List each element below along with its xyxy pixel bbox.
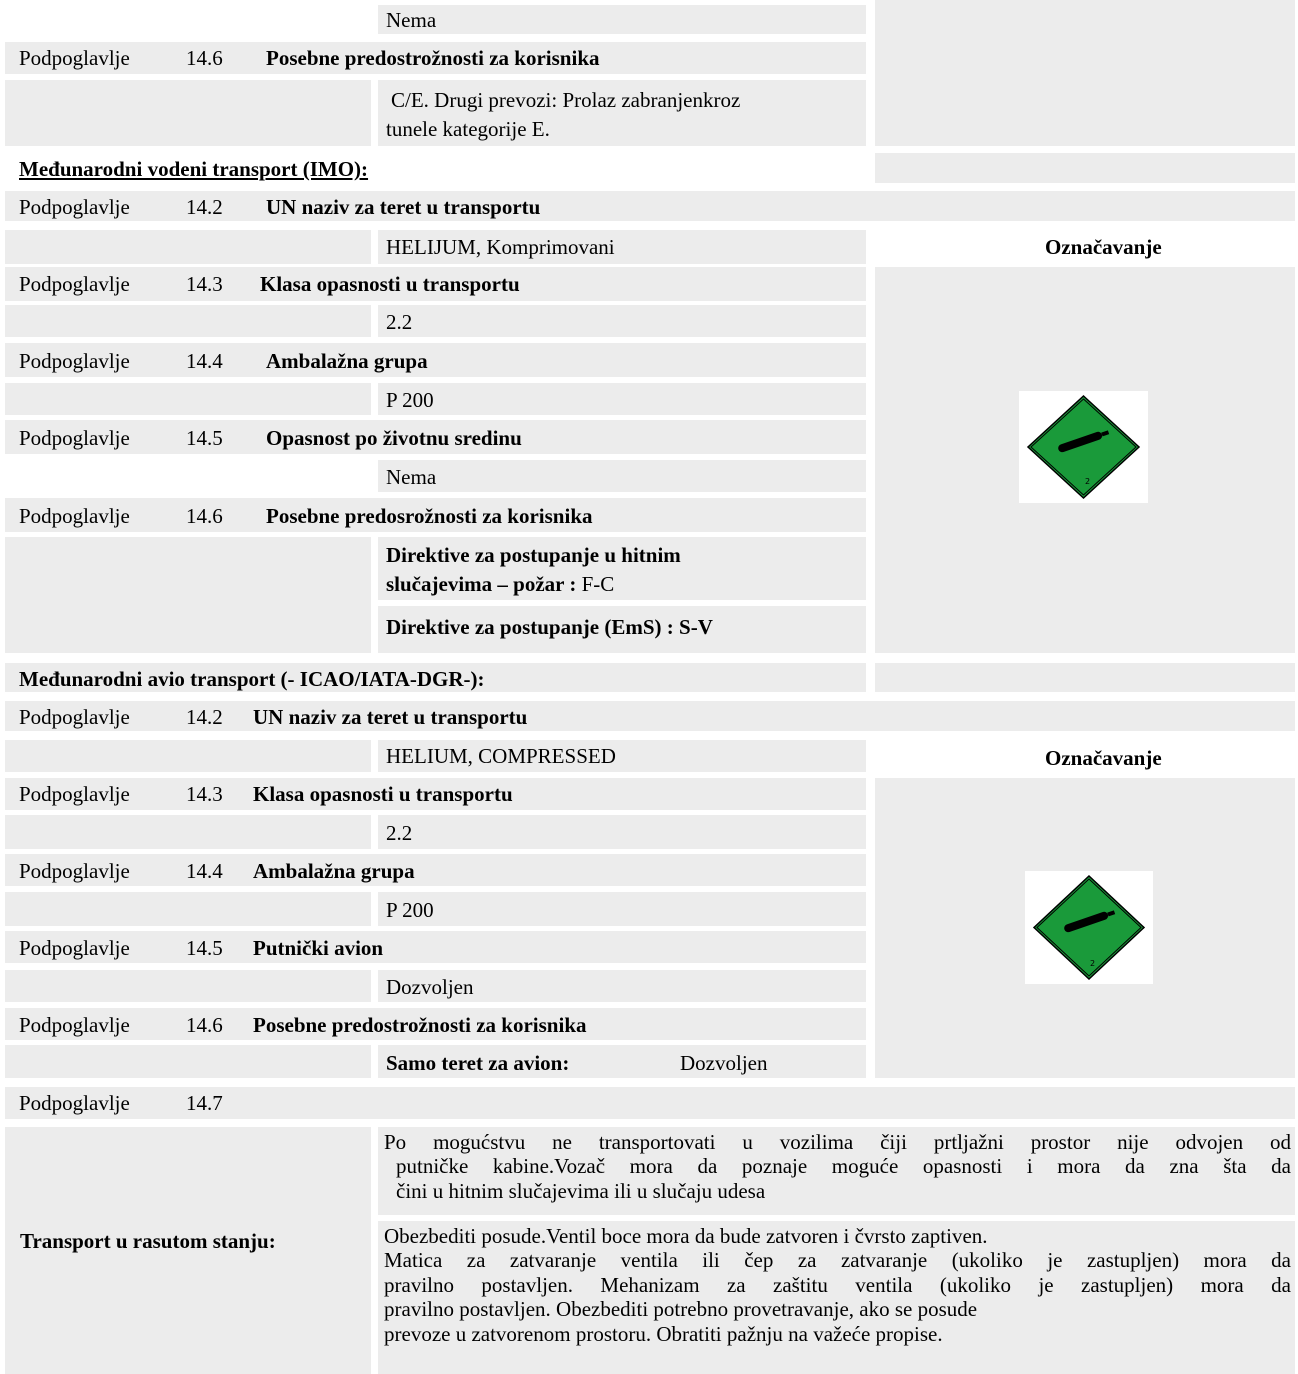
cell-bg — [378, 383, 866, 415]
air-marking-label: Označavanje — [1045, 746, 1162, 770]
air-row-143-value: 2.2 — [386, 821, 413, 845]
air-row-145-title: Putnički avion — [253, 936, 384, 960]
hazard-class-2-icon — [1019, 391, 1148, 503]
imo-row-145-title: Opasnost po životnu sredinu — [266, 426, 522, 450]
imo-row-142-num: 14.2 — [186, 195, 223, 219]
bulk-para2-line: Matica za zatvaranje ventila ili čep za zatvaranje (ukoliko je zastupljen) mora da — [384, 1248, 1291, 1273]
bulk-para1-line: putničke kabine.Vozač mora da poznaje moguće opasnosti i mora da zna šta da — [396, 1154, 1291, 1179]
air-row-142-title: UN naziv za teret u transportu — [253, 705, 528, 729]
cell-bg — [378, 305, 866, 337]
imo-heading: Međunarodni vodeni transport (IMO): — [19, 157, 369, 181]
cell-bg — [5, 854, 866, 886]
air-row-144-num: 14.4 — [186, 859, 223, 883]
air-row-142-value: HELIUM, COMPRESSED — [386, 744, 616, 768]
imo-row-142-title: UN naziv za teret u transportu — [266, 195, 541, 219]
air-row-144-label: Podpoglavlje — [19, 859, 130, 883]
cell-bg — [378, 460, 866, 492]
imo-row-142-label: Podpoglavlje — [19, 195, 130, 219]
bulk-para2-line: Obezbediti posude.Ventil boce mora da bude zatvoren i čvrsto zaptiven. — [384, 1224, 988, 1248]
prev-value: Nema — [386, 8, 437, 32]
air-heading: Međunarodni avio transport (- ICAO/IATA-DGR-): — [19, 667, 485, 691]
imo-fire-directive-label: slučajevima – požar : — [386, 572, 577, 596]
cell-bg — [378, 815, 866, 849]
air-row-144-title: Ambalažna grupa — [253, 859, 415, 883]
air-row-146-num: 14.6 — [186, 1013, 223, 1037]
air-row-143-num: 14.3 — [186, 782, 223, 806]
air-hazard-sign — [1025, 871, 1153, 984]
cell-bg — [5, 970, 371, 1002]
cell-bg — [5, 815, 371, 849]
imo-row-145-value: Nema — [386, 465, 437, 489]
cell-bg — [5, 80, 371, 146]
hazard-class-2-icon — [1025, 871, 1153, 984]
row-147-num: 14.7 — [186, 1091, 223, 1115]
imo-hazard-sign — [1019, 391, 1148, 503]
cell-bg — [5, 383, 371, 415]
imo-row-143-value: 2.2 — [386, 310, 413, 334]
cell-bg — [5, 305, 371, 337]
row-146-value-line1: C/E. Drugi prevozi: Prolaz zabranjenkroz — [391, 88, 741, 112]
cell-bg — [5, 537, 371, 653]
cell-bg — [5, 740, 371, 772]
row-146-label: Podpoglavlje — [19, 46, 130, 70]
row-146-title: Posebne predostrožnosti za korisnika — [266, 46, 600, 70]
air-sign-number: 2 — [1090, 959, 1096, 968]
row-146-num: 14.6 — [186, 46, 223, 70]
bulk-paragraph-1 — [384, 1130, 1291, 1203]
bulk-para2-line: pravilno postavljen. Mehanizam za zaštitu ventila (ukoliko je zastupljen) mora da — [384, 1272, 1291, 1297]
air-row-145-value: Dozvoljen — [386, 975, 474, 999]
air-row-145-num: 14.5 — [186, 936, 223, 960]
cell-bg — [875, 663, 1295, 692]
imo-sign-number: 2 — [1085, 477, 1091, 486]
air-cargo-only-value: Dozvoljen — [680, 1051, 768, 1075]
air-row-146-label: Podpoglavlje — [19, 1013, 130, 1037]
imo-row-142-value: HELIJUM, Komprimovani — [386, 235, 615, 259]
imo-marking-label: Označavanje — [1045, 235, 1162, 259]
air-row-145-label: Podpoglavlje — [19, 936, 130, 960]
air-row-142-num: 14.2 — [186, 705, 223, 729]
cell-bg — [5, 931, 866, 963]
bulk-heading: Transport u rasutom stanju: — [20, 1229, 276, 1253]
row-146-value-line2: tunele kategorije E. — [386, 117, 550, 141]
bulk-para1-line: Po mogućstvu ne transportovati u vozilima čiji prtljažni prostor nije odvojen od — [384, 1130, 1291, 1154]
imo-row-144-value: P 200 — [386, 388, 434, 412]
bulk-para2-line: pravilno postavljen. Obezbediti potrebno provetravanje, ako se posude — [384, 1297, 978, 1322]
imo-row-143-label: Podpoglavlje — [19, 272, 130, 296]
air-row-146-title: Posebne predostrožnosti za korisnika — [253, 1013, 587, 1037]
imo-row-146-label: Podpoglavlje — [19, 504, 130, 528]
cell-bg — [5, 892, 371, 926]
air-row-143-label: Podpoglavlje — [19, 782, 130, 806]
imo-fire-directive-line1: Direktive za postupanje u hitnim — [386, 543, 681, 567]
imo-row-144-title: Ambalažna grupa — [266, 349, 428, 373]
cell-bg — [5, 343, 866, 377]
cell-bg — [5, 230, 371, 264]
imo-row-145-label: Podpoglavlje — [19, 426, 130, 450]
air-row-144-value: P 200 — [386, 898, 434, 922]
bulk-paragraph-2 — [384, 1224, 1291, 1346]
cell-bg — [378, 5, 866, 34]
imo-row-143-title: Klasa opasnosti u transportu — [260, 272, 520, 296]
imo-row-146-title: Posebne predosrožnosti za korisnika — [266, 504, 593, 528]
imo-row-144-num: 14.4 — [186, 349, 223, 373]
imo-row-143-num: 14.3 — [186, 272, 223, 296]
air-cargo-only-label: Samo teret za avion: — [386, 1051, 570, 1075]
bulk-para1-line: čini u hitnim slučajevima ili u slučaju udesa — [396, 1178, 766, 1203]
imo-fire-directive-line2 — [386, 571, 614, 597]
cell-bg — [378, 892, 866, 926]
imo-row-144-label: Podpoglavlje — [19, 349, 130, 373]
imo-fire-directive-value: F-C — [581, 572, 615, 596]
imo-row-146-num: 14.6 — [186, 504, 223, 528]
air-row-142-label: Podpoglavlje — [19, 705, 130, 729]
row-147-label: Podpoglavlje — [19, 1091, 130, 1115]
cell-bg — [875, 153, 1295, 183]
bulk-para2-line: prevoze u zatvorenom prostoru. Obratiti pažnju na važeće propise. — [384, 1321, 943, 1346]
imo-ems-directive: Direktive za postupanje (EmS) : S-V — [386, 615, 713, 639]
air-row-143-title: Klasa opasnosti u transportu — [253, 782, 513, 806]
cell-bg — [5, 1045, 371, 1078]
cell-bg — [875, 0, 1295, 146]
imo-row-145-num: 14.5 — [186, 426, 223, 450]
